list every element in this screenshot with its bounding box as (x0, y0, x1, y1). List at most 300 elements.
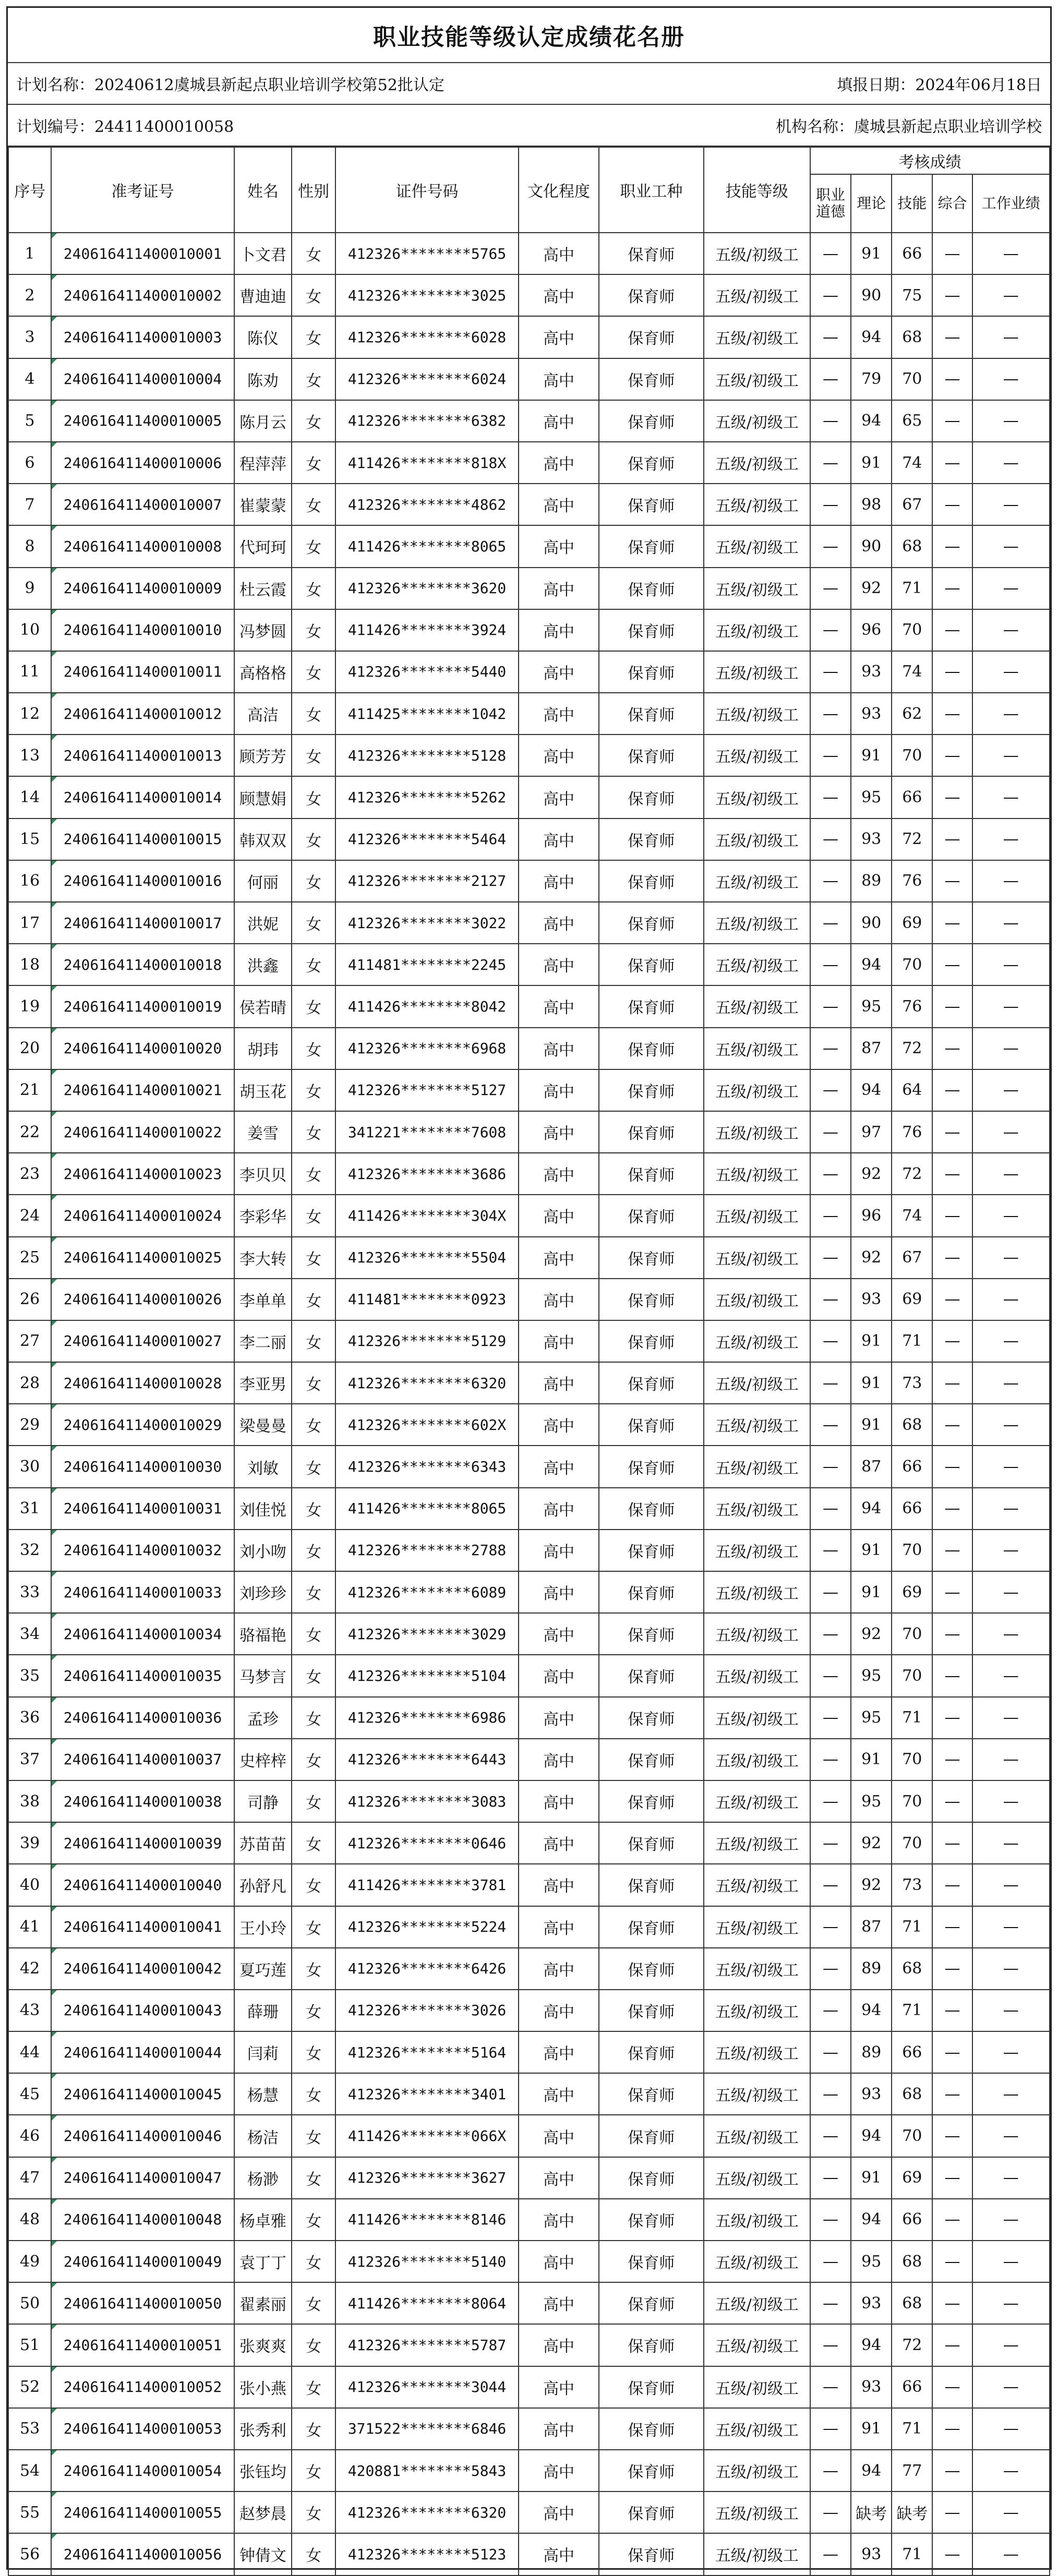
cell-occupation: 保育师 (599, 2450, 703, 2491)
cell-work-performance-score: — (972, 1780, 1050, 1822)
cell-occupation: 保育师 (599, 1446, 703, 1487)
cell-work-performance-score: — (972, 609, 1050, 651)
cell-ethics-score: — (810, 1739, 851, 1780)
cell-exam-no: 240616411400010020 (51, 1028, 234, 1069)
cell-skill-level: 五级/初级工 (704, 358, 810, 400)
cell-occupation: 保育师 (599, 818, 703, 860)
cell-seq: 19 (8, 985, 51, 1027)
cell-gender: 女 (292, 568, 335, 609)
cell-name: 李二丽 (234, 1320, 292, 1362)
cell-occupation: 保育师 (599, 1153, 703, 1195)
table-row (8, 233, 1050, 274)
cell-ethics-score: — (810, 568, 851, 609)
cell-work-performance-score: — (972, 1906, 1050, 1948)
cell-skill-level: 五级/初级工 (704, 651, 810, 693)
table-row (8, 1739, 1050, 1780)
cell-id-no: 412326********5128 (335, 735, 519, 776)
cell-skill-level: 五级/初级工 (704, 1822, 810, 1864)
cell-ethics-score: — (810, 2366, 851, 2408)
cell-ethics-score: — (810, 233, 851, 274)
cell-comprehensive-score: — (932, 1446, 972, 1487)
cell-seq: 11 (8, 651, 51, 693)
cell-id-no: 411426********066X (335, 2115, 519, 2157)
cell-comprehensive-score: — (932, 1069, 972, 1111)
cell-gender: 女 (292, 1530, 335, 1571)
table-row (8, 693, 1050, 735)
cell-name: 李彩华 (234, 1195, 292, 1236)
cell-seq: 20 (8, 1028, 51, 1069)
cell-ethics-score: — (810, 693, 851, 735)
report-date: 填报日期：2024年06月18日 (837, 76, 1042, 94)
cell-occupation: 保育师 (599, 1028, 703, 1069)
cell-theory-score: 缺考 (851, 2491, 892, 2533)
cell-occupation: 保育师 (599, 776, 703, 818)
cell-name: 何丽 (234, 860, 292, 902)
cell-education: 高中 (519, 2031, 599, 2073)
cell-skill-level: 五级/初级工 (704, 442, 810, 484)
cell-gender: 女 (292, 1237, 335, 1279)
cell-skill-level: 五级/初级工 (704, 1613, 810, 1655)
header-gender: 性别 (292, 147, 335, 233)
cell-exam-no: 240616411400010037 (51, 1739, 234, 1780)
cell-comprehensive-score: — (932, 442, 972, 484)
cell-id-no: 412326********6320 (335, 2491, 519, 2533)
cell-work-performance-score: — (972, 1990, 1050, 2031)
cell-ethics-score: — (810, 1069, 851, 1111)
cell-work-performance-score: — (972, 2115, 1050, 2157)
cell-exam-no: 240616411400010019 (51, 985, 234, 1027)
cell-ethics-score: — (810, 2491, 851, 2533)
cell-id-no: 411426********3924 (335, 609, 519, 651)
table-row (8, 1404, 1050, 1446)
cell-education: 高中 (519, 1697, 599, 1739)
cell-comprehensive-score: — (932, 1697, 972, 1739)
cell-ethics-score: — (810, 1404, 851, 1446)
cell-exam-no: 240616411400010056 (51, 2533, 234, 2575)
cell-skill-score: 76 (892, 985, 932, 1027)
cell-comprehensive-score: — (932, 1780, 972, 1822)
cell-exam-no: 240616411400010010 (51, 609, 234, 651)
cell-gender: 女 (292, 1069, 335, 1111)
cell-comprehensive-score: — (932, 2241, 972, 2282)
cell-name: 司静 (234, 1780, 292, 1822)
table-row (8, 1111, 1050, 1153)
cell-skill-score: 74 (892, 1195, 932, 1236)
cell-education: 高中 (519, 2157, 599, 2199)
cell-education: 高中 (519, 2241, 599, 2282)
cell-theory-score: 92 (851, 568, 892, 609)
cell-comprehensive-score: — (932, 1111, 972, 1153)
cell-comprehensive-score: — (932, 735, 972, 776)
cell-work-performance-score: — (972, 2450, 1050, 2491)
cell-theory-score: 96 (851, 609, 892, 651)
cell-skill-score: 70 (892, 2115, 932, 2157)
cell-work-performance-score: — (972, 1279, 1050, 1320)
cell-education: 高中 (519, 525, 599, 567)
cell-exam-no: 240616411400010051 (51, 2324, 234, 2366)
cell-education: 高中 (519, 985, 599, 1027)
cell-skill-level: 五级/初级工 (704, 316, 810, 358)
cell-seq: 43 (8, 1990, 51, 2031)
cell-theory-score: 95 (851, 1655, 892, 1696)
cell-skill-score: 66 (892, 233, 932, 274)
cell-theory-score: 91 (851, 735, 892, 776)
cell-exam-no: 240616411400010049 (51, 2241, 234, 2282)
cell-theory-score: 91 (851, 442, 892, 484)
cell-gender: 女 (292, 442, 335, 484)
table-row (8, 1780, 1050, 1822)
cell-id-no: 412326********6382 (335, 400, 519, 442)
cell-seq: 48 (8, 2199, 51, 2241)
cell-skill-score: 69 (892, 1279, 932, 1320)
cell-gender: 女 (292, 2491, 335, 2533)
cell-work-performance-score: — (972, 1362, 1050, 1404)
cell-skill-score: 70 (892, 1822, 932, 1864)
cell-skill-level: 五级/初级工 (704, 274, 810, 316)
cell-ethics-score: — (810, 1780, 851, 1822)
cell-id-no: 411426********8064 (335, 2282, 519, 2324)
table-row (8, 2408, 1050, 2450)
cell-skill-level: 五级/初级工 (704, 1906, 810, 1948)
cell-id-no: 412326********3044 (335, 2366, 519, 2408)
cell-gender: 女 (292, 400, 335, 442)
cell-id-no: 411426********8042 (335, 985, 519, 1027)
cell-gender: 女 (292, 651, 335, 693)
cell-work-performance-score: — (972, 274, 1050, 316)
cell-id-no: 412326********5104 (335, 1655, 519, 1696)
cell-education: 高中 (519, 568, 599, 609)
cell-name: 夏巧莲 (234, 1948, 292, 1990)
table-row (8, 525, 1050, 567)
cell-skill-level: 五级/初级工 (704, 2282, 810, 2324)
cell-theory-score: 87 (851, 1906, 892, 1948)
cell-skill-score: 75 (892, 274, 932, 316)
cell-theory-score: 94 (851, 1990, 892, 2031)
cell-comprehensive-score: — (932, 693, 972, 735)
cell-work-performance-score: — (972, 1320, 1050, 1362)
cell-exam-no: 240616411400010053 (51, 2408, 234, 2450)
cell-id-no: 412326********5787 (335, 2324, 519, 2366)
cell-gender: 女 (292, 2450, 335, 2491)
cell-gender: 女 (292, 1613, 335, 1655)
cell-skill-level: 五级/初级工 (704, 818, 810, 860)
cell-seq: 41 (8, 1906, 51, 1948)
cell-comprehensive-score: — (932, 2031, 972, 2073)
cell-seq: 17 (8, 902, 51, 944)
cell-seq: 23 (8, 1153, 51, 1195)
cell-exam-no: 240616411400010017 (51, 902, 234, 944)
cell-exam-no: 240616411400010055 (51, 2491, 234, 2533)
cell-id-no: 412326********3401 (335, 2073, 519, 2115)
cell-id-no: 412326********2127 (335, 860, 519, 902)
table-row (8, 442, 1050, 484)
cell-seq: 6 (8, 442, 51, 484)
cell-name: 刘珍珍 (234, 1571, 292, 1613)
cell-gender: 女 (292, 1822, 335, 1864)
cell-ethics-score: — (810, 274, 851, 316)
table-row (8, 1613, 1050, 1655)
table-row (8, 1530, 1050, 1571)
cell-exam-no: 240616411400010024 (51, 1195, 234, 1236)
cell-work-performance-score: — (972, 1948, 1050, 1990)
cell-id-no: 411481********2245 (335, 944, 519, 985)
cell-skill-level: 五级/初级工 (704, 2199, 810, 2241)
cell-ethics-score: — (810, 1237, 851, 1279)
cell-occupation: 保育师 (599, 442, 703, 484)
cell-skill-level: 五级/初级工 (704, 2073, 810, 2115)
cell-comprehensive-score: — (932, 1153, 972, 1195)
cell-education: 高中 (519, 2324, 599, 2366)
cell-id-no: 412326********6320 (335, 1362, 519, 1404)
cell-skill-score: 71 (892, 1697, 932, 1739)
cell-comprehensive-score: — (932, 400, 972, 442)
cell-occupation: 保育师 (599, 2324, 703, 2366)
cell-seq: 10 (8, 609, 51, 651)
cell-seq: 25 (8, 1237, 51, 1279)
table-row (8, 1822, 1050, 1864)
cell-education: 高中 (519, 735, 599, 776)
cell-skill-score: 68 (892, 1404, 932, 1446)
cell-skill-level: 五级/初级工 (704, 2408, 810, 2450)
cell-theory-score: 95 (851, 1697, 892, 1739)
cell-gender: 女 (292, 525, 335, 567)
cell-skill-level: 五级/初级工 (704, 1320, 810, 1362)
cell-id-no: 411426********3781 (335, 1864, 519, 1906)
cell-work-performance-score: — (972, 316, 1050, 358)
cell-id-no: 412326********6443 (335, 1739, 519, 1780)
cell-id-no: 412326********5224 (335, 1906, 519, 1948)
cell-comprehensive-score: — (932, 1530, 972, 1571)
cell-work-performance-score: — (972, 400, 1050, 442)
cell-skill-score: 68 (892, 525, 932, 567)
cell-theory-score: 96 (851, 1195, 892, 1236)
cell-occupation: 保育师 (599, 2491, 703, 2533)
cell-work-performance-score: — (972, 1111, 1050, 1153)
cell-work-performance-score: — (972, 1571, 1050, 1613)
header-exam-no: 准考证号 (51, 147, 234, 233)
cell-ethics-score: — (810, 2533, 851, 2575)
cell-id-no: 412326********3025 (335, 274, 519, 316)
cell-education: 高中 (519, 1488, 599, 1530)
cell-ethics-score: — (810, 902, 851, 944)
cell-skill-level: 五级/初级工 (704, 1069, 810, 1111)
cell-comprehensive-score: — (932, 1864, 972, 1906)
cell-occupation: 保育师 (599, 568, 703, 609)
cell-skill-score: 76 (892, 1111, 932, 1153)
cell-work-performance-score: — (972, 818, 1050, 860)
cell-comprehensive-score: — (932, 484, 972, 525)
cell-education: 高中 (519, 484, 599, 525)
cell-education: 高中 (519, 233, 599, 274)
cell-theory-score: 92 (851, 1822, 892, 1864)
cell-ethics-score: — (810, 985, 851, 1027)
cell-comprehensive-score: — (932, 1906, 972, 1948)
cell-id-no: 412326********6426 (335, 1948, 519, 1990)
cell-theory-score: 93 (851, 1279, 892, 1320)
cell-occupation: 保育师 (599, 1613, 703, 1655)
header-theory: 理论 (851, 174, 892, 233)
cell-skill-level: 五级/初级工 (704, 1237, 810, 1279)
cell-theory-score: 94 (851, 316, 892, 358)
cell-comprehensive-score: — (932, 1655, 972, 1696)
cell-work-performance-score: — (972, 358, 1050, 400)
cell-name: 姜雪 (234, 1111, 292, 1153)
cell-id-no: 412326********3627 (335, 2157, 519, 2199)
cell-gender: 女 (292, 985, 335, 1027)
cell-name: 韩双双 (234, 818, 292, 860)
cell-skill-level: 五级/初级工 (704, 400, 810, 442)
cell-theory-score: 94 (851, 1488, 892, 1530)
cell-name: 高格格 (234, 651, 292, 693)
cell-ethics-score: — (810, 2450, 851, 2491)
cell-ethics-score: — (810, 2031, 851, 2073)
cell-exam-no: 240616411400010021 (51, 1069, 234, 1111)
cell-skill-level: 五级/初级工 (704, 525, 810, 567)
cell-education: 高中 (519, 1530, 599, 1571)
cell-comprehensive-score: — (932, 1948, 972, 1990)
cell-work-performance-score: — (972, 2241, 1050, 2282)
cell-skill-level: 五级/初级工 (704, 1571, 810, 1613)
cell-education: 高中 (519, 2073, 599, 2115)
cell-work-performance-score: — (972, 233, 1050, 274)
cell-work-performance-score: — (972, 2533, 1050, 2575)
cell-seq: 45 (8, 2073, 51, 2115)
cell-seq: 15 (8, 818, 51, 860)
organization-name: 机构名称：虞城县新起点职业培训学校 (776, 118, 1042, 136)
cell-gender: 女 (292, 2408, 335, 2450)
cell-comprehensive-score: — (932, 1320, 972, 1362)
cell-gender: 女 (292, 1655, 335, 1696)
cell-seq: 21 (8, 1069, 51, 1111)
cell-exam-no: 240616411400010038 (51, 1780, 234, 1822)
cell-name: 杨慧 (234, 2073, 292, 2115)
cell-ethics-score: — (810, 2073, 851, 2115)
header-id-no: 证件号码 (335, 147, 519, 233)
cell-comprehensive-score: — (932, 274, 972, 316)
cell-education: 高中 (519, 2282, 599, 2324)
cell-id-no: 412326********3029 (335, 1613, 519, 1655)
header-skill: 技能 (892, 174, 932, 233)
cell-skill-score: 62 (892, 693, 932, 735)
cell-occupation: 保育师 (599, 902, 703, 944)
cell-education: 高中 (519, 2408, 599, 2450)
cell-name: 张小燕 (234, 2366, 292, 2408)
cell-exam-no: 240616411400010015 (51, 818, 234, 860)
table-row (8, 1990, 1050, 2031)
cell-gender: 女 (292, 1320, 335, 1362)
cell-skill-score: 66 (892, 776, 932, 818)
cell-work-performance-score: — (972, 442, 1050, 484)
cell-comprehensive-score: — (932, 1279, 972, 1320)
cell-id-no: 411426********8065 (335, 1488, 519, 1530)
cell-exam-no: 240616411400010036 (51, 1697, 234, 1739)
cell-name: 李单单 (234, 1279, 292, 1320)
cell-exam-no: 240616411400010002 (51, 274, 234, 316)
cell-occupation: 保育师 (599, 2366, 703, 2408)
table-row (8, 1571, 1050, 1613)
cell-seq: 53 (8, 2408, 51, 2450)
cell-skill-score: 67 (892, 1237, 932, 1279)
cell-education: 高中 (519, 1864, 599, 1906)
page-title: 职业技能等级认定成绩花名册 (8, 8, 1050, 63)
cell-ethics-score: — (810, 776, 851, 818)
cell-occupation: 保育师 (599, 2408, 703, 2450)
cell-education: 高中 (519, 400, 599, 442)
cell-occupation: 保育师 (599, 1780, 703, 1822)
plan-name: 计划名称：20240612虞城县新起点职业培训学校第52批认定 (16, 76, 444, 94)
cell-occupation: 保育师 (599, 1320, 703, 1362)
cell-gender: 女 (292, 944, 335, 985)
cell-education: 高中 (519, 1195, 599, 1236)
table-body (8, 233, 1050, 2575)
cell-seq: 40 (8, 1864, 51, 1906)
cell-ethics-score: — (810, 1822, 851, 1864)
cell-occupation: 保育师 (599, 1404, 703, 1446)
cell-skill-score: 缺考 (892, 2491, 932, 2533)
table-row (8, 1362, 1050, 1404)
cell-name: 梁曼曼 (234, 1404, 292, 1446)
cell-gender: 女 (292, 1195, 335, 1236)
table-row (8, 1069, 1050, 1111)
cell-skill-level: 五级/初级工 (704, 1655, 810, 1696)
cell-occupation: 保育师 (599, 525, 703, 567)
cell-skill-level: 五级/初级工 (704, 1028, 810, 1069)
cell-skill-score: 72 (892, 818, 932, 860)
cell-theory-score: 95 (851, 1780, 892, 1822)
cell-exam-no: 240616411400010032 (51, 1530, 234, 1571)
cell-name: 闫莉 (234, 2031, 292, 2073)
cell-theory-score: 94 (851, 2115, 892, 2157)
cell-work-performance-score: — (972, 1530, 1050, 1571)
cell-name: 马梦言 (234, 1655, 292, 1696)
cell-education: 高中 (519, 1028, 599, 1069)
table-row (8, 2115, 1050, 2157)
cell-work-performance-score: — (972, 2282, 1050, 2324)
header-comprehensive: 综合 (932, 174, 972, 233)
cell-theory-score: 91 (851, 2157, 892, 2199)
cell-education: 高中 (519, 316, 599, 358)
cell-skill-score: 70 (892, 944, 932, 985)
cell-skill-level: 五级/初级工 (704, 1404, 810, 1446)
cell-id-no: 412326********0646 (335, 1822, 519, 1864)
table-row (8, 1153, 1050, 1195)
cell-seq: 1 (8, 233, 51, 274)
cell-occupation: 保育师 (599, 860, 703, 902)
cell-education: 高中 (519, 1320, 599, 1362)
cell-occupation: 保育师 (599, 1571, 703, 1613)
cell-work-performance-score: — (972, 2408, 1050, 2450)
cell-seq: 7 (8, 484, 51, 525)
cell-occupation: 保育师 (599, 609, 703, 651)
cell-exam-no: 240616411400010034 (51, 1613, 234, 1655)
cell-theory-score: 94 (851, 2199, 892, 2241)
cell-name: 顾慧娟 (234, 776, 292, 818)
cell-exam-no: 240616411400010030 (51, 1446, 234, 1487)
cell-id-no: 411481********0923 (335, 1279, 519, 1320)
cell-seq: 55 (8, 2491, 51, 2533)
table-row (8, 2324, 1050, 2366)
cell-skill-level: 五级/初级工 (704, 1948, 810, 1990)
cell-skill-score: 69 (892, 902, 932, 944)
cell-theory-score: 87 (851, 1446, 892, 1487)
cell-ethics-score: — (810, 1195, 851, 1236)
cell-occupation: 保育师 (599, 2115, 703, 2157)
cell-name: 钟倩文 (234, 2533, 292, 2575)
cell-name: 洪妮 (234, 902, 292, 944)
cell-gender: 女 (292, 693, 335, 735)
table-row (8, 400, 1050, 442)
cell-ethics-score: — (810, 316, 851, 358)
